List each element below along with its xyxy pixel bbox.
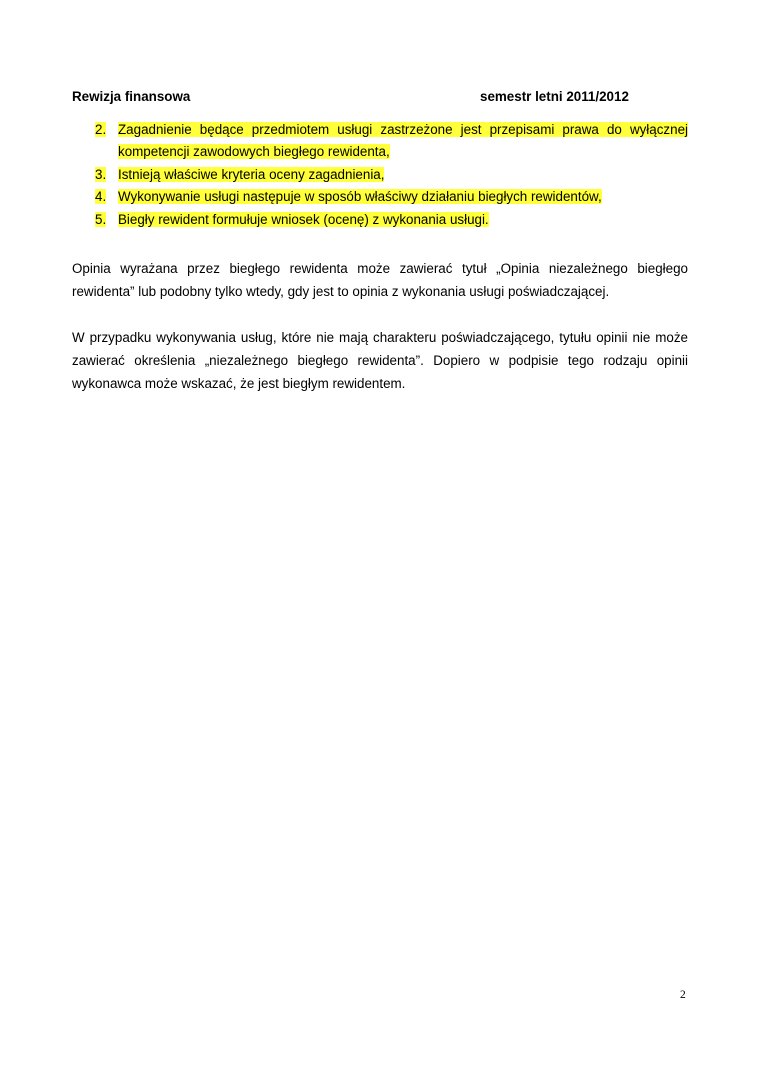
list-item-text: Biegły rewident formułuje wniosek (ocenę) z wykonania usługi.: [118, 211, 489, 227]
header-course-title: Rewizja finansowa: [72, 89, 191, 104]
list-item-text: Wykonywanie usługi następuje w sposób właściwy działaniu biegłych rewidentów,: [118, 189, 602, 205]
list-item-number: 2.: [95, 122, 107, 137]
list-item: [95, 164, 688, 186]
list-item-number: 3.: [95, 166, 107, 182]
body-paragraph: W przypadku wykonywania usług, które nie mają charakteru poświadczającego, tytułu opinii nie może zawierać określenia „niezależnego biegłego rewidenta”. Dopiero w podpisie tego rodzaju opinii wykonawca może wskazać, że jest biegłym rewidentem.: [72, 330, 688, 392]
page-number: 2: [680, 989, 686, 1001]
body-paragraph: Opinia wyrażana przez biegłego rewidenta może zawierać tytuł „Opinia niezależnego biegłego rewidenta” lub podobny tylko wtedy, gdy jest to opinia z wykonania usługi poświadczającej.: [72, 261, 688, 300]
list-item-text: Zagadnienie będące przedmiotem usługi zastrzeżone jest przepisami prawa do wyłącznej kompetencji zawodowych biegłego rewidenta,: [118, 122, 688, 160]
header-semester: semestr letni 2011/2012: [480, 89, 629, 104]
list-item: [95, 119, 688, 164]
numbered-list: [95, 119, 688, 231]
list-item-text: Istnieją właściwe kryteria oceny zagadnienia,: [118, 166, 385, 182]
list-item-number: 4.: [95, 189, 107, 205]
list-item: [95, 209, 688, 231]
list-item-number: 5.: [95, 211, 107, 227]
list-item: [95, 186, 688, 208]
